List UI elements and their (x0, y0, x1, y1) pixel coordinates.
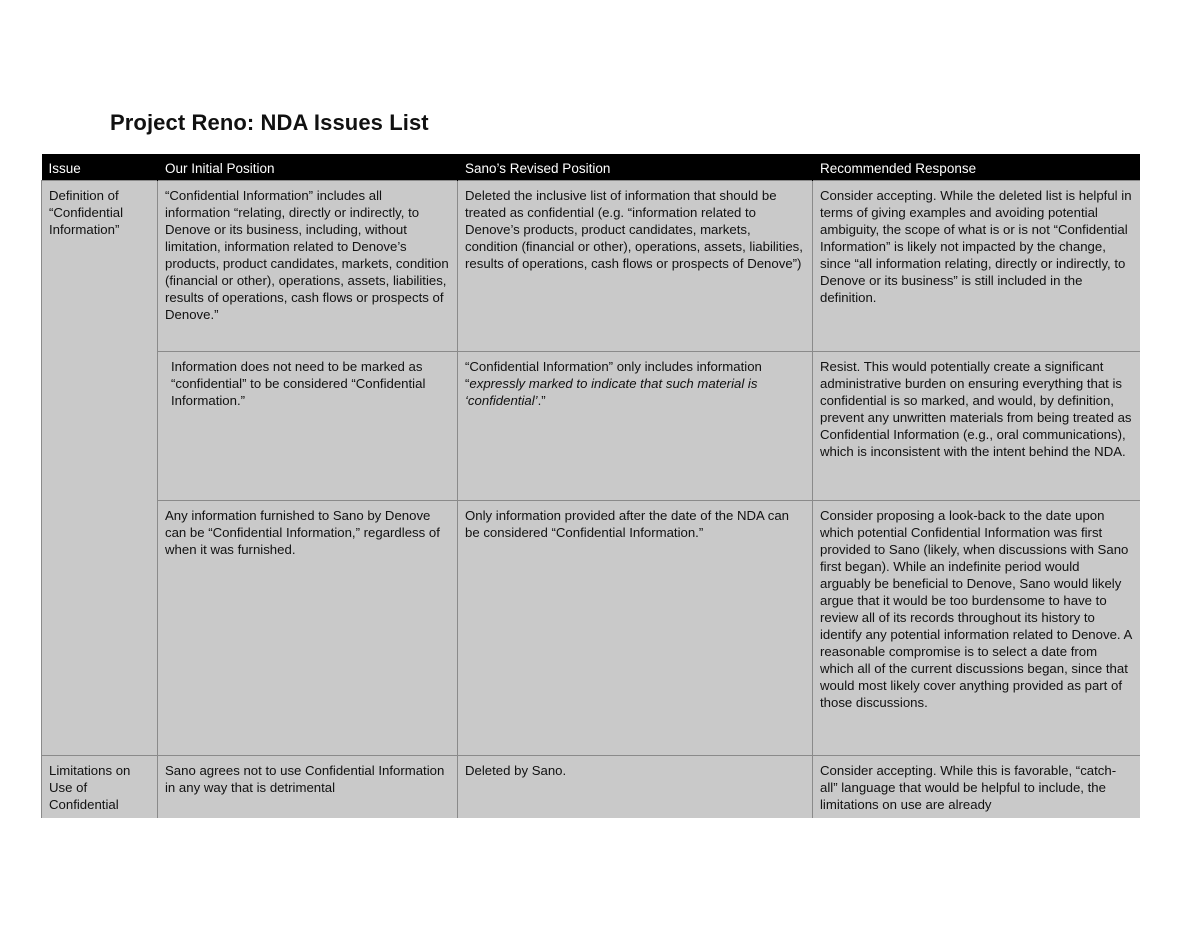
table-row (42, 755, 1141, 818)
revised-position-cell: Deleted the inclusive list of information that should be treated as confidential (e.g. “information related to Denove’s products, product candidates, markets, condition (financial or other), operations, assets, liabilities, results of operations, cash flows or prospects of Denove”) (458, 180, 813, 351)
revised-position-cell (458, 351, 813, 500)
revised-text-suffix: .” (537, 392, 546, 408)
initial-position-cell: Any information furnished to Sano by Denove can be “Confidential Information,” regardless of when it was furnished. (158, 500, 458, 755)
revised-position-cell: Only information provided after the date of the NDA can be considered “Confidential Information.” (458, 500, 813, 755)
issues-table (41, 154, 1140, 818)
recommended-response-cell: Consider proposing a look-back to the date upon which potential Confidential Information was first provided to Sano (likely, when discussions with Sano first began). While an indefinite period would arguably be beneficial to Denove, Sano would likely argue that it would be too burdensome to have to review all of its records throughout its history to identify any potential information related to Denove. A reasonable compromise is to select a date from which all of the current discussions began, since that would most likely cover anything provided as part of those discussions. (813, 500, 1141, 755)
issue-cell: Limitations on Use of Confidential (42, 755, 158, 818)
page-title: Project Reno: NDA Issues List (110, 110, 429, 135)
initial-position-cell: “Confidential Information” includes all information “relating, directly or indirectly, to Denove or its business, including, without limitation, information related to Denove’s products, product candidates, markets, condition (financial or other), operations, assets, liabilities, results of operations, cash flows or prospects of Denove.” (158, 180, 458, 351)
revised-text-italic: expressly marked to indicate that such material is ‘confidential’ (465, 375, 758, 408)
initial-position-cell: Sano agrees not to use Confidential Information in any way that is detrimental (158, 755, 458, 818)
initial-position-cell: Information does not need to be marked as “confidential” to be considered “Confidential Information.” (158, 351, 458, 500)
recommended-response-cell: Consider accepting. While this is favorable, “catch-all” language that would be helpful to include, the limitations on use are already (813, 755, 1141, 818)
table-row (42, 180, 1141, 351)
table-row (42, 351, 1141, 500)
recommended-response-cell: Resist. This would potentially create a significant administrative burden on ensuring everything that is confidential is so marked, and would, by definition, prevent any unwritten materials from being treated as Confidential Information (e.g., oral communications), which is inconsistent with the intent behind the NDA. (813, 351, 1141, 500)
table-row (42, 500, 1141, 755)
issues-table-container (41, 154, 1140, 818)
header-initial-position: Our Initial Position (158, 154, 458, 180)
header-issue: Issue (42, 154, 158, 180)
table-body (42, 180, 1141, 818)
header-row (42, 154, 1141, 180)
issue-cell: Definition of “Confidential Information” (42, 180, 158, 755)
revised-text-prefix: “Confidential Information” only includes information “ (465, 358, 762, 391)
table-header (42, 154, 1141, 180)
header-recommended-response: Recommended Response (813, 154, 1141, 180)
revised-position-cell: Deleted by Sano. (458, 755, 813, 818)
recommended-response-cell: Consider accepting. While the deleted list is helpful in terms of giving examples and avoiding potential ambiguity, the scope of what is or is not “Confidential Information” is likely not impacted by the change, since “all information relating, directly or indirectly, to Denove or its business” is still included in the definition. (813, 180, 1141, 351)
header-revised-position: Sano’s Revised Position (458, 154, 813, 180)
